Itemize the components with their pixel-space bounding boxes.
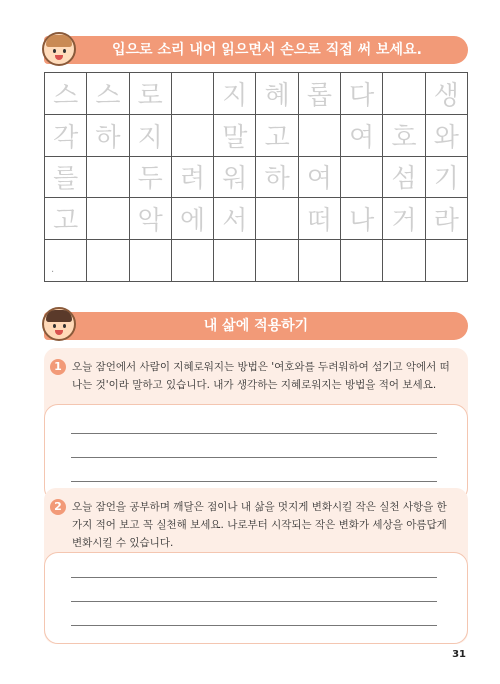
question-2-prompt <box>44 488 468 558</box>
question-1-prompt <box>44 348 468 400</box>
writing-practice-title: 입으로 소리 내어 읽으면서 손으로 직접 써 보세요. <box>112 42 422 58</box>
answer-line[interactable] <box>71 625 437 626</box>
answer-box-2[interactable] <box>44 552 468 644</box>
grid-cell[interactable]: 고 <box>256 115 298 157</box>
question-2-block <box>44 488 468 644</box>
answer-line[interactable] <box>71 481 437 482</box>
grid-cell[interactable]: 를 <box>45 157 87 199</box>
grid-cell[interactable]: 에 <box>172 198 214 240</box>
grid-cell[interactable]: 하 <box>256 157 298 199</box>
grid-cell[interactable] <box>383 73 425 115</box>
grid-cell[interactable]: 스 <box>87 73 129 115</box>
grid-cell[interactable]: 호 <box>383 115 425 157</box>
grid-cell[interactable]: 나 <box>341 198 383 240</box>
grid-cell[interactable]: 두 <box>130 157 172 199</box>
grid-cell[interactable] <box>256 240 298 282</box>
grid-cell[interactable] <box>383 240 425 282</box>
grid-cell[interactable]: 지 <box>130 115 172 157</box>
grid-cell[interactable]: 와 <box>426 115 468 157</box>
grid-cell[interactable]: 생 <box>426 73 468 115</box>
grid-cell[interactable]: 악 <box>130 198 172 240</box>
writing-practice-banner <box>44 36 468 64</box>
grid-cell[interactable]: 롭 <box>299 73 341 115</box>
question-2-text: 오늘 잠언을 공부하며 깨달은 점이나 내 삶을 멋지게 변화시킬 작은 실천 사항을 한 가지 적어 보고 꼭 실천해 보세요. 나로부터 시작되는 작은 변화가 세상을 아름답게 변화시킬 수 있습니다. <box>72 501 447 549</box>
grid-cell[interactable]: 말 <box>214 115 256 157</box>
grid-cell-period: . <box>51 263 55 275</box>
answer-line[interactable] <box>71 601 437 602</box>
answer-line[interactable] <box>71 577 437 578</box>
grid-cell[interactable]: 떠 <box>299 198 341 240</box>
grid-cell[interactable] <box>87 198 129 240</box>
grid-cell[interactable] <box>172 115 214 157</box>
grid-cell[interactable]: 거 <box>383 198 425 240</box>
grid-cell[interactable]: 지 <box>214 73 256 115</box>
question-1-block <box>44 348 468 500</box>
apply-to-life-banner <box>44 312 468 340</box>
grid-cell[interactable]: 고 <box>45 198 87 240</box>
girl-avatar-icon <box>42 32 76 66</box>
grid-cell[interactable]: 다 <box>341 73 383 115</box>
grid-cell[interactable]: 스 <box>45 73 87 115</box>
question-number-badge: 1 <box>50 359 66 375</box>
grid-cell[interactable] <box>299 115 341 157</box>
grid-cell[interactable] <box>341 240 383 282</box>
grid-cell[interactable] <box>341 157 383 199</box>
grid-cell[interactable]: 로 <box>130 73 172 115</box>
question-1-text: 오늘 잠언에서 사람이 지혜로워지는 방법은 '여호와를 두려워하여 섬기고 악에서 떠나는 것'이라 말하고 있습니다. 내가 생각하는 지혜로워지는 방법을 적어 보세요. <box>72 361 450 391</box>
grid-cell[interactable]: 하 <box>87 115 129 157</box>
writing-grid <box>44 72 468 282</box>
question-number-badge: 2 <box>50 499 66 515</box>
page-number: 31 <box>452 649 466 660</box>
grid-cell[interactable] <box>214 240 256 282</box>
grid-cell[interactable] <box>45 240 87 282</box>
grid-cell[interactable]: 혜 <box>256 73 298 115</box>
grid-cell[interactable]: 서 <box>214 198 256 240</box>
answer-line[interactable] <box>71 457 437 458</box>
grid-cell[interactable]: 워 <box>214 157 256 199</box>
grid-cell[interactable]: 여 <box>341 115 383 157</box>
grid-cell[interactable]: 여 <box>299 157 341 199</box>
grid-cell[interactable] <box>172 73 214 115</box>
grid-cell[interactable] <box>426 240 468 282</box>
grid-cell[interactable] <box>172 240 214 282</box>
grid-cell[interactable]: 각 <box>45 115 87 157</box>
grid-cell[interactable]: 섬 <box>383 157 425 199</box>
grid-cell[interactable] <box>299 240 341 282</box>
answer-line[interactable] <box>71 433 437 434</box>
grid-cell[interactable] <box>130 240 172 282</box>
grid-cell[interactable] <box>87 240 129 282</box>
grid-cell[interactable] <box>87 157 129 199</box>
grid-cell[interactable]: 려 <box>172 157 214 199</box>
grid-cell[interactable] <box>256 198 298 240</box>
grid-cell[interactable]: 라 <box>426 198 468 240</box>
grid-cell[interactable]: 기 <box>426 157 468 199</box>
apply-to-life-title: 내 삶에 적용하기 <box>203 318 309 334</box>
boy-avatar-icon <box>42 307 76 341</box>
